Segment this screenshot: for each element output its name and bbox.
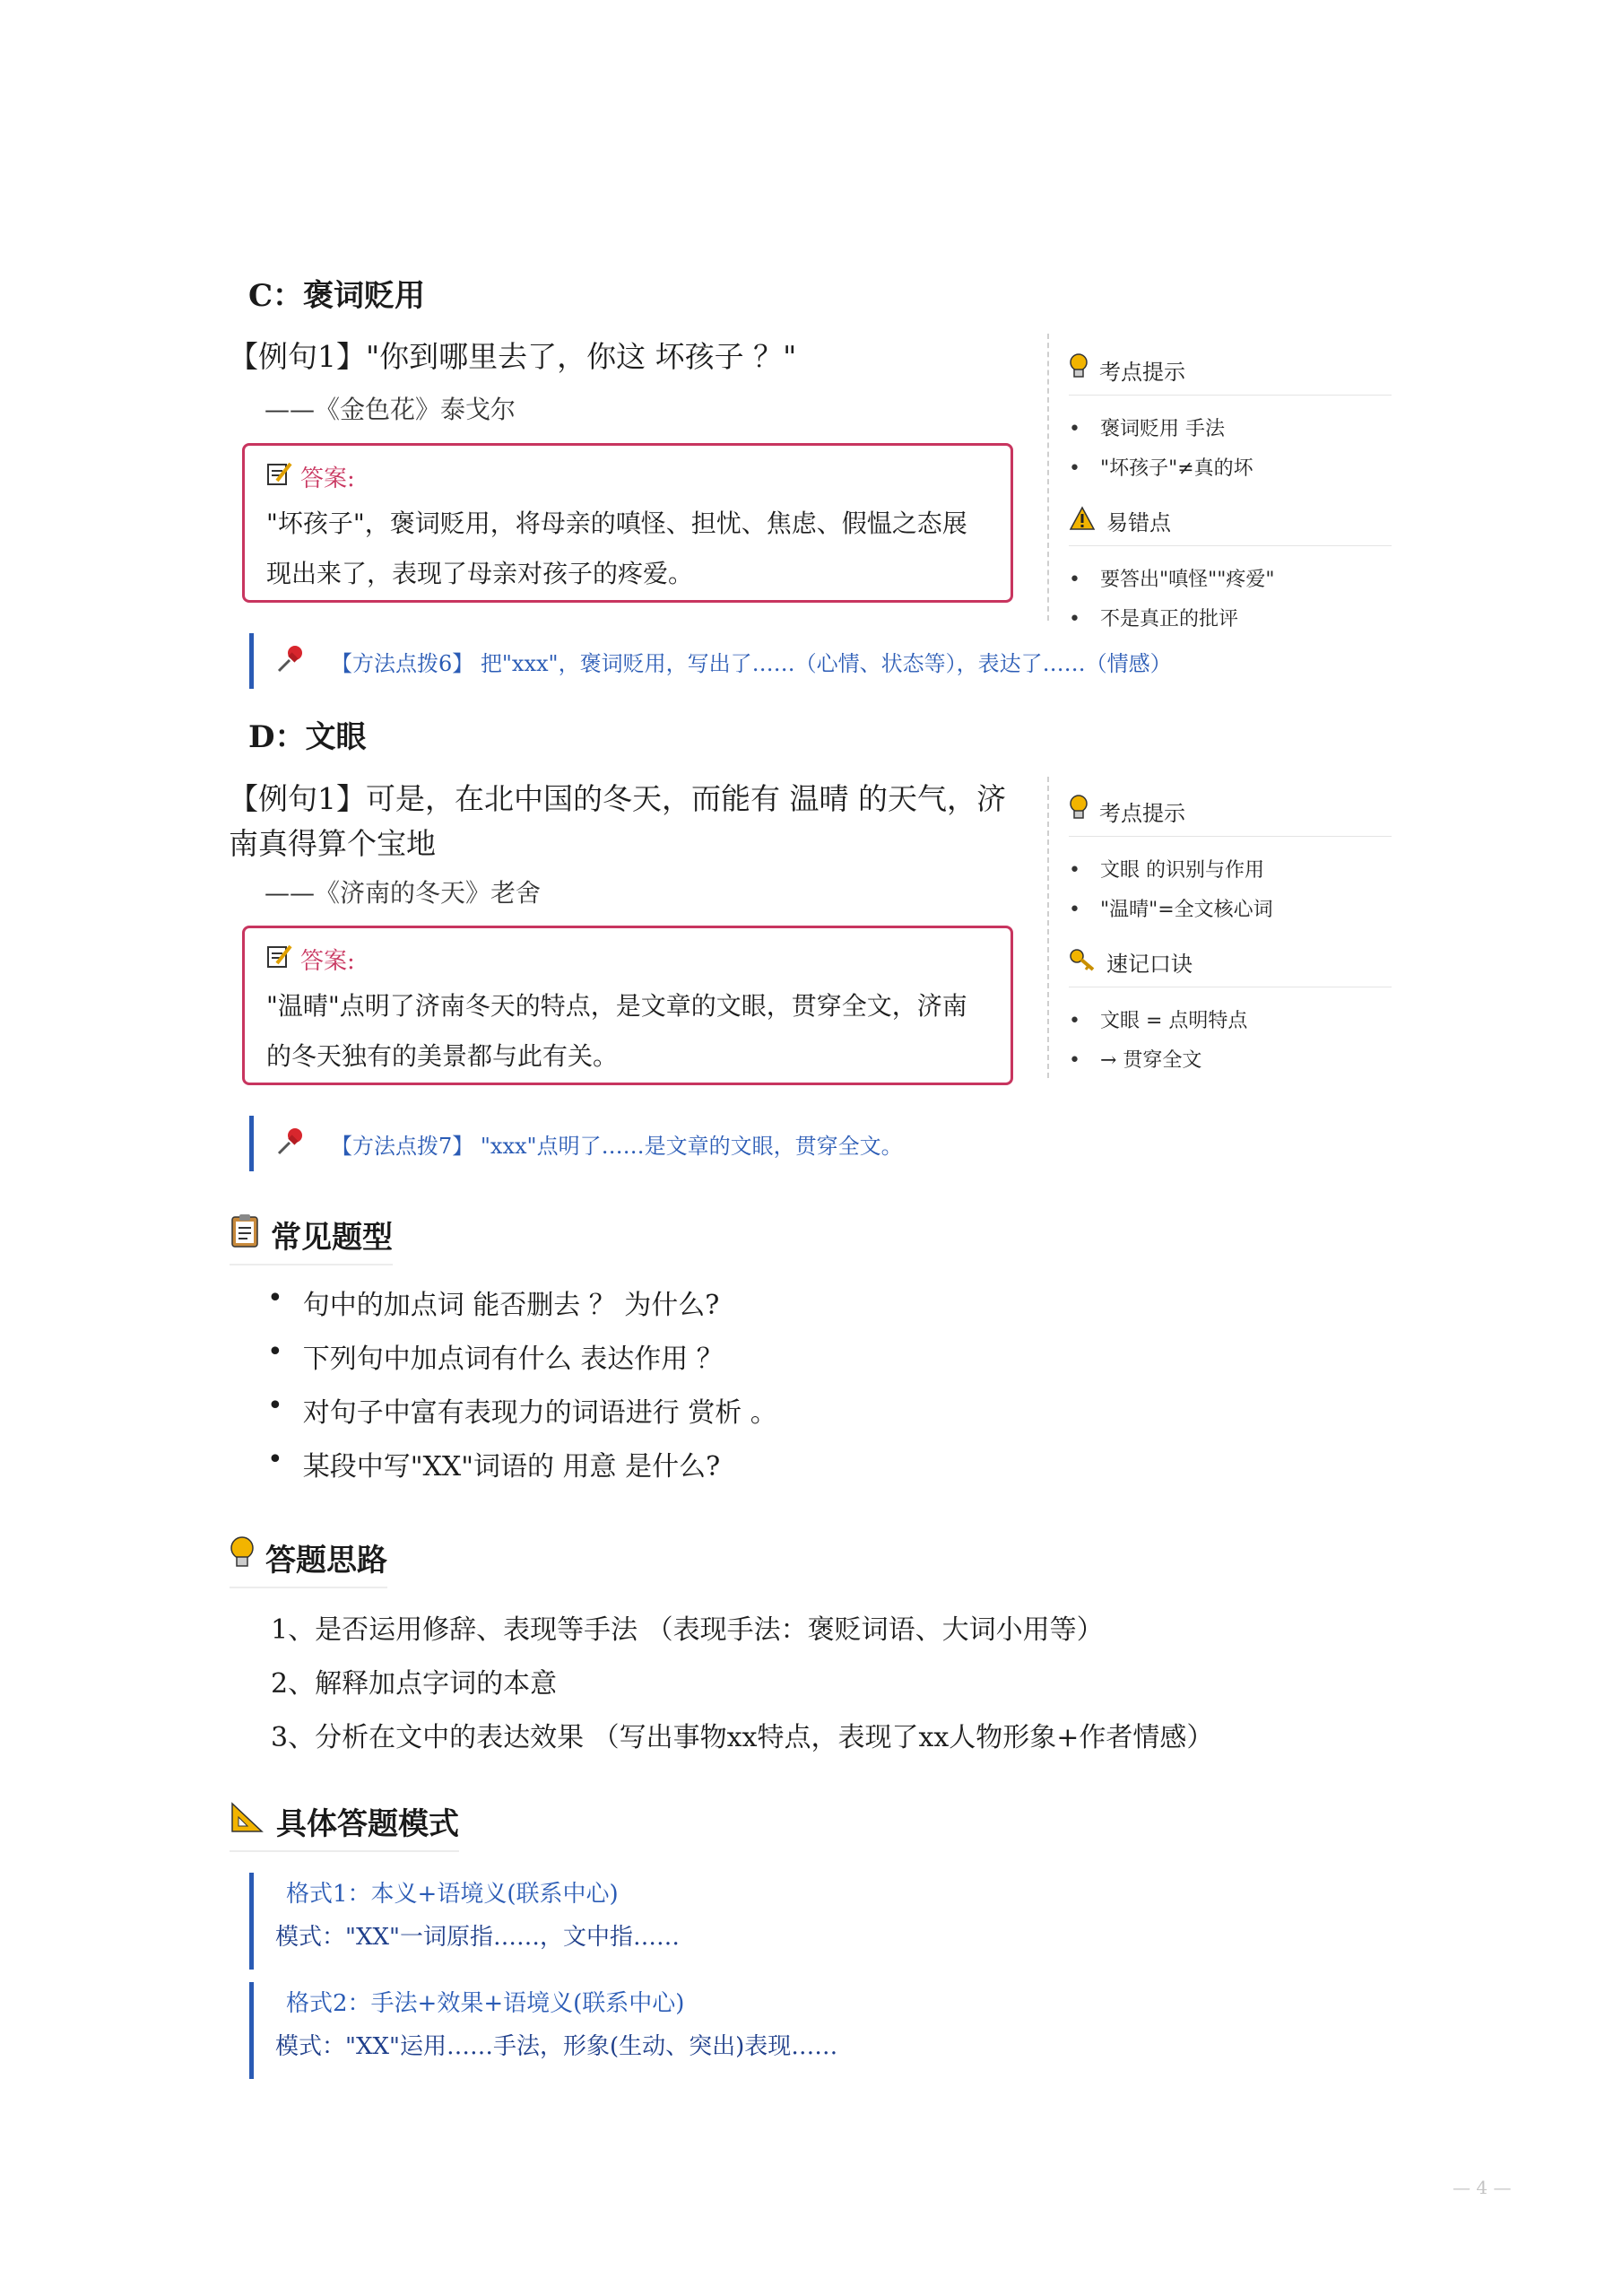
- step-item: 2、解释加点字词的本意: [271, 1668, 558, 1700]
- format-title: 格式1：本义+语境义(联系中心): [286, 1881, 619, 1908]
- answer-text: "温晴"点明了济南冬天的特点，是文章的文眼，贯穿全文，济南的冬天独有的美景都与此有关。: [266, 991, 967, 1071]
- section-d-example: 【例句1】可是，在北中国的冬天，而能有 温晴 的天气，济南真得算个宝地: [229, 781, 1006, 861]
- clipboard-icon: [230, 1213, 260, 1257]
- lightbulb-icon: [230, 1535, 255, 1579]
- warn-title: 易错点: [1106, 510, 1171, 535]
- section-d-source: ——《济南的冬天》老舍: [265, 878, 542, 908]
- warn-header: [1069, 505, 1392, 546]
- list-item: • → 贯穿全文: [1069, 1049, 1202, 1072]
- list-item: • "坏孩子"≠真的坏: [1069, 457, 1253, 480]
- format-block-1: [249, 1873, 1056, 1970]
- thinking-title: 答题思路: [265, 1543, 387, 1578]
- triangle-ruler-icon: [230, 1800, 265, 1842]
- list-item: • 文眼 的识别与作用: [1069, 859, 1264, 882]
- list-item: • 句中的加点词 能否删去 ？ 为什么?: [267, 1283, 720, 1321]
- answer-text: "坏孩子"，褒词贬用，将母亲的嗔怪、担忧、焦虑、假愠之态展现出来了，表现了母亲对孩子的疼爱。: [266, 509, 967, 588]
- format-block-2: [249, 1982, 1056, 2079]
- section-d-answer-box: [242, 926, 1013, 1085]
- hint-header: [1069, 353, 1392, 396]
- format-mode: 模式："XX"一词原指……，文中指……: [275, 1924, 680, 1951]
- section-c-example: 【例句1】"你到哪里去了，你这 坏孩子 ？": [229, 339, 797, 374]
- lightbulb-icon: [1069, 353, 1089, 386]
- answer-label: 答案:: [300, 948, 355, 975]
- step-item: 1、是否运用修辞、表现等手法 （表现手法：褒贬词语、大词小用等）: [271, 1614, 1104, 1646]
- pattern-title: 具体答题模式: [276, 1806, 459, 1842]
- pushpin-icon: [275, 1125, 308, 1162]
- page-number: — 4 —: [1453, 2177, 1512, 2198]
- aside-divider: [1047, 777, 1049, 1078]
- common-types-heading: [230, 1213, 393, 1265]
- list-item: • 文眼 = 点明特点: [1069, 1010, 1248, 1032]
- aside-divider: [1047, 334, 1049, 621]
- format-mode: 模式："XX"运用……手法，形象(生动、突出)表现……: [275, 2033, 838, 2060]
- list-item: • 要答出"嗔怪""疼爱": [1069, 569, 1275, 591]
- memo-icon: [266, 461, 293, 492]
- memo-title: 速记口诀: [1106, 952, 1193, 977]
- section-c-title: C：褒词贬用: [248, 278, 426, 314]
- common-types-list: [267, 1283, 1164, 1498]
- list-item: • 褒词贬用 手法: [1069, 418, 1225, 440]
- answer-header: [266, 943, 989, 976]
- list-item: • "温晴"=全文核心词: [1069, 899, 1273, 921]
- thinking-heading: [230, 1535, 387, 1588]
- hint-header: [1069, 795, 1392, 837]
- list-item: • 不是真正的批评: [1069, 608, 1238, 631]
- common-types-title: 常见题型: [271, 1220, 393, 1256]
- section-d-title: D：文眼: [248, 719, 367, 755]
- answer-header: [266, 460, 989, 493]
- memo-icon: [266, 944, 293, 975]
- memo-header: [1069, 946, 1392, 987]
- answer-label: 答案:: [300, 465, 355, 492]
- section-c-aside: [1069, 353, 1392, 656]
- section-c-answer-box: [242, 443, 1013, 603]
- key-icon: [1069, 947, 1096, 978]
- method-text: 【方法点拨7】 "xxx"点明了……是文章的文眼，贯穿全文。: [331, 1133, 903, 1159]
- hint-title: 考点提示: [1099, 800, 1185, 826]
- hint-title: 考点提示: [1099, 359, 1185, 385]
- list-item: • 下列句中加点词有什么 表达作用 ？: [267, 1336, 724, 1375]
- list-item: • 某段中写"XX"词语的 用意 是什么?: [267, 1444, 721, 1483]
- pattern-heading: [230, 1799, 459, 1852]
- section-d-method-tip: [249, 1116, 1182, 1171]
- thinking-steps: [271, 1607, 1392, 1769]
- pushpin-icon: [275, 642, 308, 680]
- list-item: • 对句子中富有表现力的词语进行 赏析 。: [267, 1390, 777, 1429]
- section-c-source: ——《金色花》泰戈尔: [265, 395, 516, 424]
- format-title: 格式2：手法+效果+语境义(联系中心): [286, 1990, 685, 2017]
- lightbulb-icon: [1069, 795, 1089, 827]
- section-d-aside: [1069, 795, 1392, 1097]
- warning-icon: [1069, 506, 1096, 536]
- section-c-method-tip: [249, 633, 1182, 689]
- step-item: 3、分析在文中的表达效果 （写出事物xx特点，表现了xx人物形象+作者情感）: [271, 1722, 1214, 1753]
- method-text: 【方法点拨6】 把"xxx"，褒词贬用，写出了……（心情、状态等），表达了……（情感）: [331, 650, 1172, 676]
